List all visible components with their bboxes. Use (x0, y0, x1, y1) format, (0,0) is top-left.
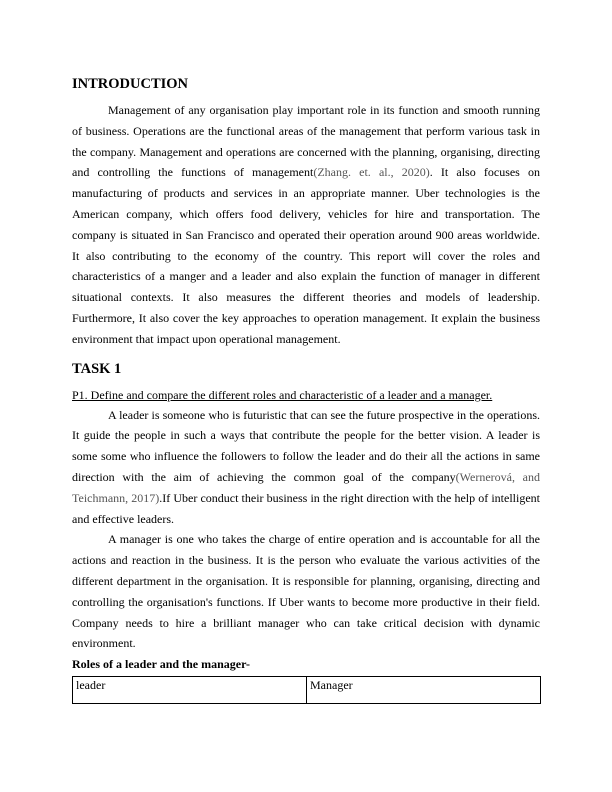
leader-text-part-2: .If Uber conduct their business in the right direction with the help of intelligent and effective leaders. (72, 490, 540, 526)
introduction-heading: INTRODUCTION (72, 76, 189, 92)
task1-heading: TASK 1 (72, 360, 122, 377)
intro-text-part-2: . It also focuses on manufacturing of products and services in an appropriate manner. Uber technologies is the American company, which offers food delivery, vehicles for hire and transportation. The company is situated in San Francisco and operated their operation around 900 areas worldwide. It also contributing to the economy of the country. This report will cover the roles and characteristics of a manger and a leader and also explain the function of manager in different situational contexts. It also measures the different theories and models of leadership. Furthermore, It also cover the key approaches to operation management. It explain the business environment that impact upon operational management. (72, 165, 541, 346)
document-page (72, 74, 540, 704)
table-header-leader: leader (73, 677, 307, 704)
intro-citation: (Zhang. et. al., 2020) (313, 165, 430, 180)
intro-text-part-1: Management of any organisation play important role in its function and smooth running of business. Operations are the functional areas of the management that perform various task in the company. Management and operations are concerned with the planning, organising, directing and controlling the functions of management (72, 103, 540, 180)
table-row (73, 677, 541, 704)
leader-text-part-1: A leader is someone who is futuristic that can see the future prospective in the operations. It guide the people in such a ways that contribute the people for the better vision. A leader is some some who influence the followers to follow the leader and do their all the actions in same direction with the aim of achieving the common goal of the company (72, 407, 540, 484)
table-header-manager: Manager (307, 677, 541, 704)
leader-paragraph (72, 405, 540, 530)
introduction-paragraph (72, 100, 540, 350)
leader-citation: (Wernerová, and Teichmann, 2017) (72, 469, 540, 505)
roles-heading: Roles of a leader and the manager- (72, 657, 250, 672)
roles-table (72, 676, 541, 704)
manager-paragraph: A manager is one who takes the charge of entire operation and is accountable for all the actions and reaction in the business. It is the person who evaluate the various activities of the different department in the organisation. It is responsible for planning, organising, directing and controlling the organisation's functions. If Uber wants to become more productive in their field. Company needs to hire a brilliant manager who can take critical decision with dynamic environment. (72, 532, 540, 651)
p1-question-heading: P1. Define and compare the different roles and characteristic of a leader and a manager. (72, 387, 493, 402)
